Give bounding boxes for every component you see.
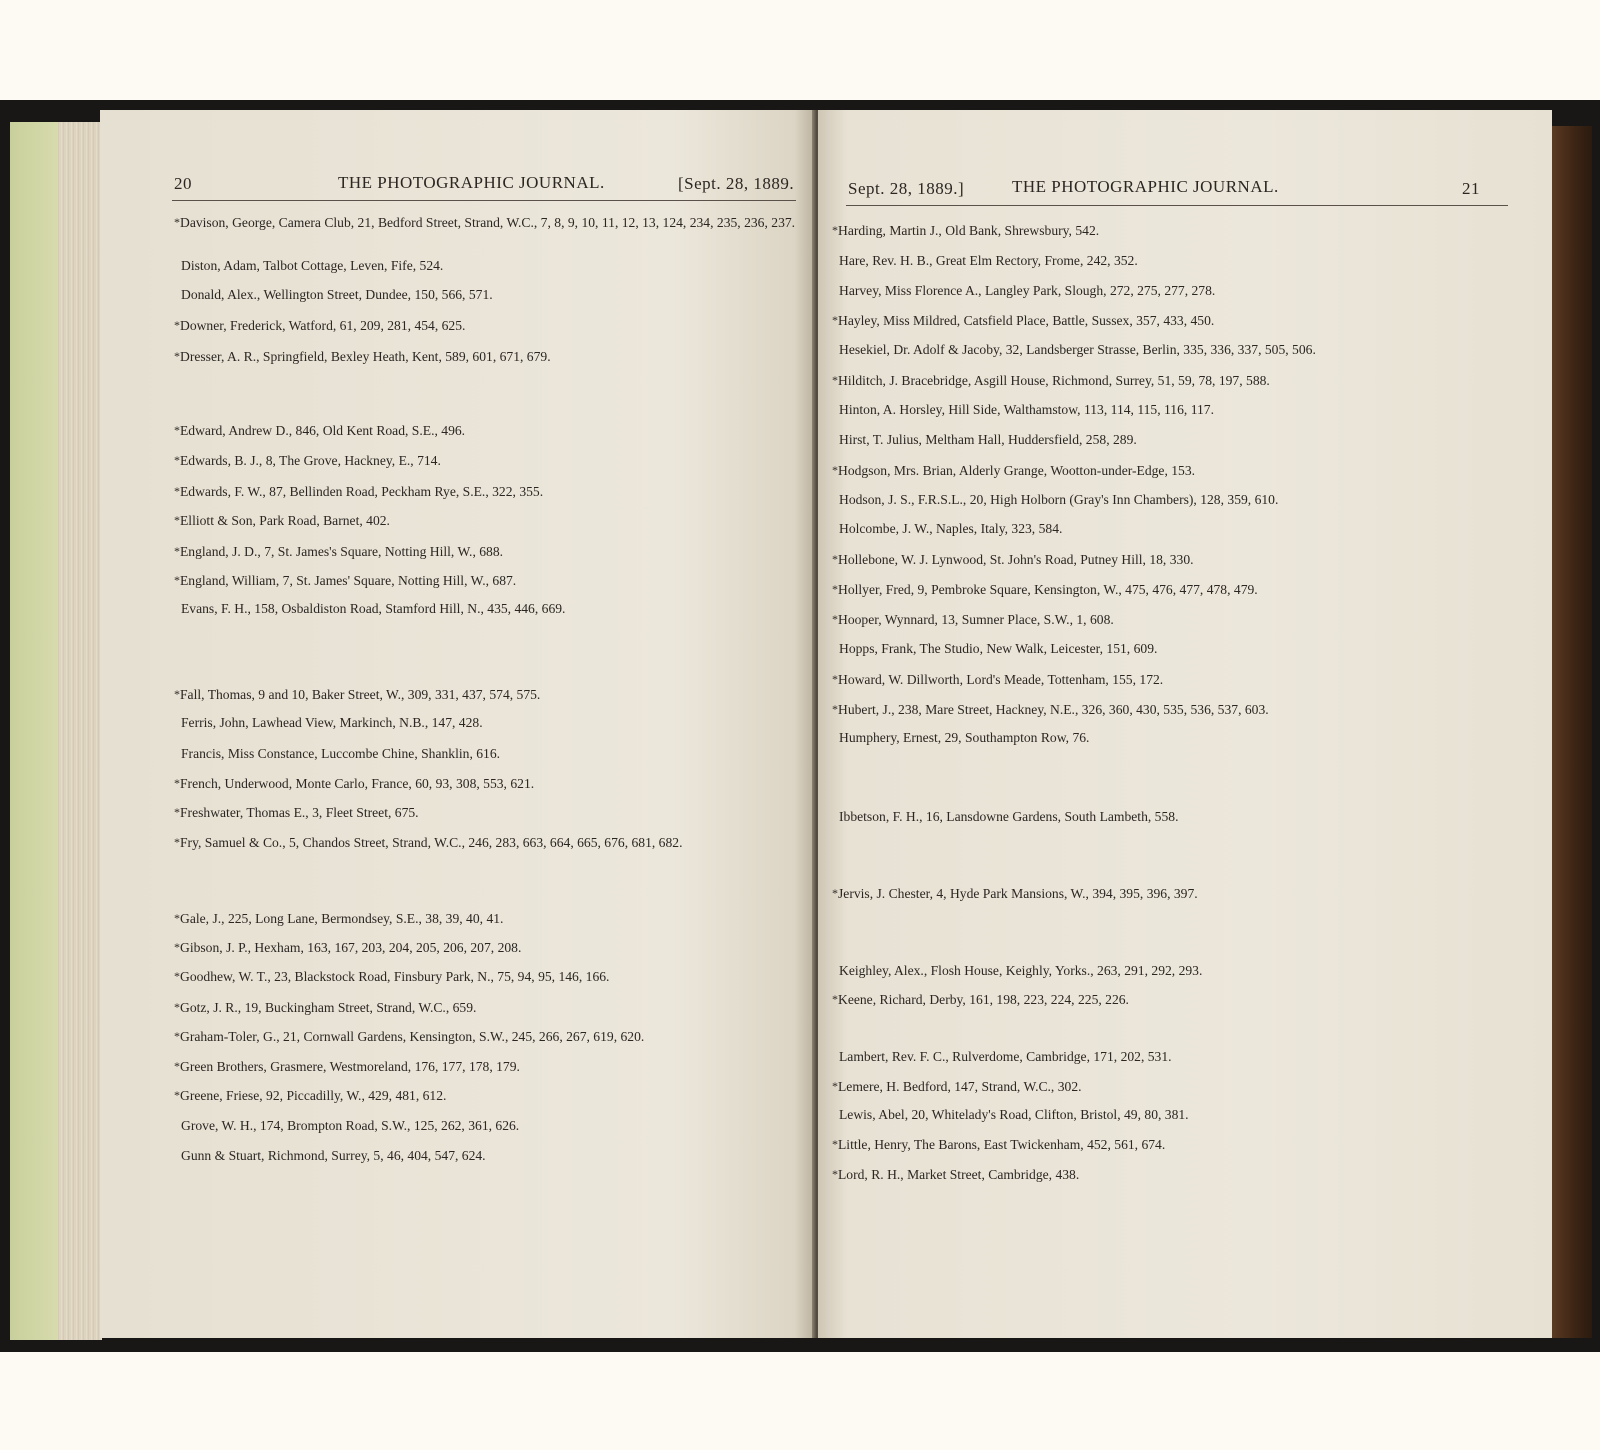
- index-entry: [839, 963, 1202, 979]
- index-entry: [181, 258, 443, 274]
- entry-text: Hollyer, Fred, 9, Pembroke Square, Kensington, W., 475, 476, 477, 478, 479.: [838, 582, 1258, 597]
- member-star-mark: *: [832, 702, 838, 716]
- index-entry: [832, 1078, 1082, 1095]
- member-star-mark: *: [832, 1137, 838, 1151]
- index-entry: [174, 214, 814, 231]
- entry-text: Ibbetson, F. H., 16, Lansdowne Gardens, South Lambeth, 558.: [839, 809, 1179, 824]
- entry-text: French, Underwood, Monte Carlo, France, 60, 93, 308, 553, 621.: [180, 776, 535, 791]
- member-star-mark: *: [832, 672, 838, 686]
- entry-text: Davison, George, Camera Club, 21, Bedford Street, Strand, W.C., 7, 8, 9, 10, 11, 12, 13, 124, 234, 235, 236, 237.: [180, 215, 796, 230]
- entry-text: England, William, 7, St. James' Square, Notting Hill, W., 687.: [180, 573, 517, 588]
- index-entry: [174, 422, 465, 439]
- entry-text: Jervis, J. Chester, 4, Hyde Park Mansions, W., 394, 395, 396, 397.: [838, 886, 1198, 901]
- endpaper: [10, 122, 58, 1340]
- index-entry: [181, 601, 565, 617]
- index-entry: [174, 939, 521, 956]
- entry-text: Francis, Miss Constance, Luccombe Chine, Shanklin, 616.: [181, 746, 501, 761]
- member-star-mark: *: [174, 687, 180, 701]
- index-entry: [839, 402, 1214, 418]
- member-star-mark: *: [832, 582, 838, 596]
- index-entry: [174, 834, 682, 851]
- index-entry: [832, 462, 1195, 479]
- entry-text: Hesekiel, Dr. Adolf & Jacoby, 32, Landsberger Strasse, Berlin, 335, 336, 337, 505, 506.: [839, 342, 1316, 357]
- entry-text: Greene, Friese, 92, Piccadilly, W., 429, 481, 612.: [180, 1088, 447, 1103]
- member-star-mark: *: [174, 318, 180, 332]
- index-entry: [174, 686, 540, 703]
- index-entry: [839, 641, 1157, 657]
- index-entry: [832, 551, 1194, 568]
- entry-text: Hooper, Wynnard, 13, Sumner Place, S.W., 1, 608.: [838, 612, 1114, 627]
- index-entry: [832, 991, 1129, 1008]
- entry-text: Lemere, H. Bedford, 147, Strand, W.C., 302.: [838, 1079, 1082, 1094]
- index-entry: [174, 572, 516, 589]
- member-star-mark: *: [832, 1079, 838, 1093]
- entry-text: Elliott & Son, Park Road, Barnet, 402.: [180, 513, 390, 528]
- left-running-title: THE PHOTOGRAPHIC JOURNAL.: [338, 173, 605, 192]
- index-entry: [839, 521, 1062, 537]
- index-entry: [832, 1166, 1079, 1183]
- member-star-mark: *: [832, 552, 838, 566]
- right-page-number: 21: [1462, 179, 1480, 198]
- entry-text: Hinton, A. Horsley, Hill Side, Walthamstow, 113, 114, 115, 116, 117.: [839, 402, 1214, 417]
- entry-text: Hilditch, J. Bracebridge, Asgill House, Richmond, Surrey, 51, 59, 78, 197, 588.: [838, 373, 1270, 388]
- member-star-mark: *: [174, 1088, 180, 1102]
- member-star-mark: *: [174, 940, 180, 954]
- member-star-mark: *: [832, 992, 838, 1006]
- header-rule: [172, 200, 796, 201]
- index-entry: [832, 581, 1258, 598]
- entry-text: Edwards, B. J., 8, The Grove, Hackney, E., 714.: [180, 453, 441, 468]
- member-star-mark: *: [174, 1059, 180, 1073]
- index-entry: [832, 1136, 1165, 1153]
- entry-text: Diston, Adam, Talbot Cottage, Leven, Fife, 524.: [181, 258, 444, 273]
- entry-text: Gunn & Stuart, Richmond, Surrey, 5, 46, 404, 547, 624.: [181, 1148, 486, 1163]
- member-star-mark: *: [832, 223, 838, 237]
- index-entry: [174, 999, 476, 1016]
- index-entry: [181, 715, 483, 731]
- entry-text: Downer, Frederick, Watford, 61, 209, 281, 454, 625.: [180, 318, 466, 333]
- entry-text: Evans, F. H., 158, Osbaldiston Road, Stamford Hill, N., 435, 446, 669.: [181, 601, 566, 616]
- index-entry: [174, 968, 609, 985]
- member-star-mark: *: [174, 484, 180, 498]
- index-entry: [181, 1148, 486, 1164]
- right-running-date: Sept. 28, 1889.]: [848, 179, 965, 198]
- index-entry: [839, 1049, 1172, 1065]
- member-star-mark: *: [832, 463, 838, 477]
- index-entry: [839, 1107, 1189, 1123]
- index-entry: [839, 730, 1089, 746]
- left-page-number: 20: [174, 174, 192, 193]
- index-entry: [181, 1118, 519, 1134]
- entry-text: Goodhew, W. T., 23, Blackstock Road, Finsbury Park, N., 75, 94, 95, 146, 166.: [180, 969, 610, 984]
- index-entry: [832, 671, 1163, 688]
- member-star-mark: *: [174, 805, 180, 819]
- entry-text: Lord, R. H., Market Street, Cambridge, 438.: [838, 1167, 1080, 1182]
- member-star-mark: *: [174, 911, 180, 925]
- member-star-mark: *: [174, 776, 180, 790]
- header-rule: [846, 205, 1508, 206]
- index-entry: [839, 809, 1178, 825]
- index-entry: [839, 253, 1138, 269]
- entry-text: Hodgson, Mrs. Brian, Alderly Grange, Wootton-under-Edge, 153.: [838, 463, 1196, 478]
- index-entry: [174, 1028, 644, 1045]
- book-cover-edge: [1552, 126, 1592, 1338]
- member-star-mark: *: [832, 373, 838, 387]
- index-entry: [832, 611, 1114, 628]
- member-star-mark: *: [174, 453, 180, 467]
- entry-text: Grove, W. H., 174, Brompton Road, S.W., 125, 262, 361, 626.: [181, 1118, 520, 1133]
- member-star-mark: *: [174, 513, 180, 527]
- entry-text: Holcombe, J. W., Naples, Italy, 323, 584.: [839, 521, 1063, 536]
- entry-text: Harding, Martin J., Old Bank, Shrewsbury, 542.: [838, 223, 1100, 238]
- index-entry: [839, 342, 1316, 358]
- entry-text: Donald, Alex., Wellington Street, Dundee, 150, 566, 571.: [181, 287, 493, 302]
- index-entry: [832, 222, 1099, 239]
- member-star-mark: *: [174, 349, 180, 363]
- entry-text: Graham-Toler, G., 21, Cornwall Gardens, Kensington, S.W., 245, 266, 267, 619, 620.: [180, 1029, 645, 1044]
- index-entry: [174, 804, 419, 821]
- entry-text: England, J. D., 7, St. James's Square, Notting Hill, W., 688.: [180, 544, 504, 559]
- member-star-mark: *: [174, 1029, 180, 1043]
- entry-text: Hayley, Miss Mildred, Catsfield Place, Battle, Sussex, 357, 433, 450.: [838, 313, 1215, 328]
- member-star-mark: *: [174, 544, 180, 558]
- index-entry: [174, 452, 441, 469]
- index-entry: [174, 1058, 520, 1075]
- member-star-mark: *: [832, 1167, 838, 1181]
- entry-text: Gibson, J. P., Hexham, 163, 167, 203, 204, 205, 206, 207, 208.: [180, 940, 522, 955]
- entry-text: Green Brothers, Grasmere, Westmoreland, 176, 177, 178, 179.: [180, 1059, 520, 1074]
- index-entry: [174, 483, 543, 500]
- entry-text: Hare, Rev. H. B., Great Elm Rectory, Frome, 242, 352.: [839, 253, 1138, 268]
- index-entry: [832, 312, 1214, 329]
- entry-text: Harvey, Miss Florence A., Langley Park, Slough, 272, 275, 277, 278.: [839, 283, 1216, 298]
- entry-text: Hopps, Frank, The Studio, New Walk, Leicester, 151, 609.: [839, 641, 1158, 656]
- member-star-mark: *: [174, 573, 180, 587]
- entry-text: Edwards, F. W., 87, Bellinden Road, Peckham Rye, S.E., 322, 355.: [180, 484, 544, 499]
- member-star-mark: *: [174, 215, 180, 229]
- member-star-mark: *: [174, 969, 180, 983]
- entry-text: Humphery, Ernest, 29, Southampton Row, 76.: [839, 730, 1090, 745]
- index-entry: [174, 1087, 446, 1104]
- entry-text: Ferris, John, Lawhead View, Markinch, N.B., 147, 428.: [181, 715, 483, 730]
- entry-text: Gale, J., 225, Long Lane, Bermondsey, S.E., 38, 39, 40, 41.: [180, 911, 504, 926]
- entry-text: Keighley, Alex., Flosh House, Keighly, Yorks., 263, 291, 292, 293.: [839, 963, 1203, 978]
- entry-text: Freshwater, Thomas E., 3, Fleet Street, 675.: [180, 805, 419, 820]
- entry-text: Gotz, J. R., 19, Buckingham Street, Strand, W.C., 659.: [180, 1000, 477, 1015]
- entry-text: Howard, W. Dillworth, Lord's Meade, Tottenham, 155, 172.: [838, 672, 1164, 687]
- index-entry: [839, 432, 1137, 448]
- left-running-date: [Sept. 28, 1889.: [678, 174, 795, 193]
- index-entry: [174, 543, 503, 560]
- index-entry: [181, 287, 493, 303]
- entry-text: Lewis, Abel, 20, Whitelady's Road, Clifton, Bristol, 49, 80, 381.: [839, 1107, 1189, 1122]
- entry-text: Fall, Thomas, 9 and 10, Baker Street, W., 309, 331, 437, 574, 575.: [180, 687, 541, 702]
- index-entry: [839, 283, 1215, 299]
- index-entry: [174, 348, 551, 365]
- entry-text: Hubert, J., 238, Mare Street, Hackney, N.E., 326, 360, 430, 535, 536, 537, 603.: [838, 702, 1269, 717]
- member-star-mark: *: [832, 313, 838, 327]
- index-entry: [174, 512, 390, 529]
- left-page: [100, 110, 816, 1338]
- member-star-mark: *: [832, 886, 838, 900]
- index-entry: [181, 746, 500, 762]
- index-entry: [174, 910, 503, 927]
- right-running-title: THE PHOTOGRAPHIC JOURNAL.: [1012, 177, 1279, 196]
- entry-text: Little, Henry, The Barons, East Twickenham, 452, 561, 674.: [838, 1137, 1166, 1152]
- index-entry: [174, 317, 465, 334]
- index-entry: [839, 492, 1278, 508]
- entry-text: Edward, Andrew D., 846, Old Kent Road, S.E., 496.: [180, 423, 466, 438]
- member-star-mark: *: [174, 1000, 180, 1014]
- entry-text: Hirst, T. Julius, Meltham Hall, Huddersfield, 258, 289.: [839, 432, 1137, 447]
- entry-text: Fry, Samuel & Co., 5, Chandos Street, Strand, W.C., 246, 283, 663, 664, 665, 676, 681, 682.: [180, 835, 683, 850]
- entry-text: Hodson, J. S., F.R.S.L., 20, High Holborn (Gray's Inn Chambers), 128, 359, 610.: [839, 492, 1279, 507]
- member-star-mark: *: [174, 423, 180, 437]
- entry-text: Lambert, Rev. F. C., Rulverdome, Cambridge, 171, 202, 531.: [839, 1049, 1172, 1064]
- index-entry: [832, 885, 1198, 902]
- right-page: [818, 110, 1552, 1338]
- entry-text: Keene, Richard, Derby, 161, 198, 223, 224, 225, 226.: [838, 992, 1129, 1007]
- entry-text: Dresser, A. R., Springfield, Bexley Heath, Kent, 589, 601, 671, 679.: [180, 349, 551, 364]
- member-star-mark: *: [174, 835, 180, 849]
- entry-text: Hollebone, W. J. Lynwood, St. John's Road, Putney Hill, 18, 330.: [838, 552, 1194, 567]
- index-entry: [832, 372, 1270, 389]
- member-star-mark: *: [832, 612, 838, 626]
- index-entry: [832, 701, 1269, 718]
- index-entry: [174, 775, 534, 792]
